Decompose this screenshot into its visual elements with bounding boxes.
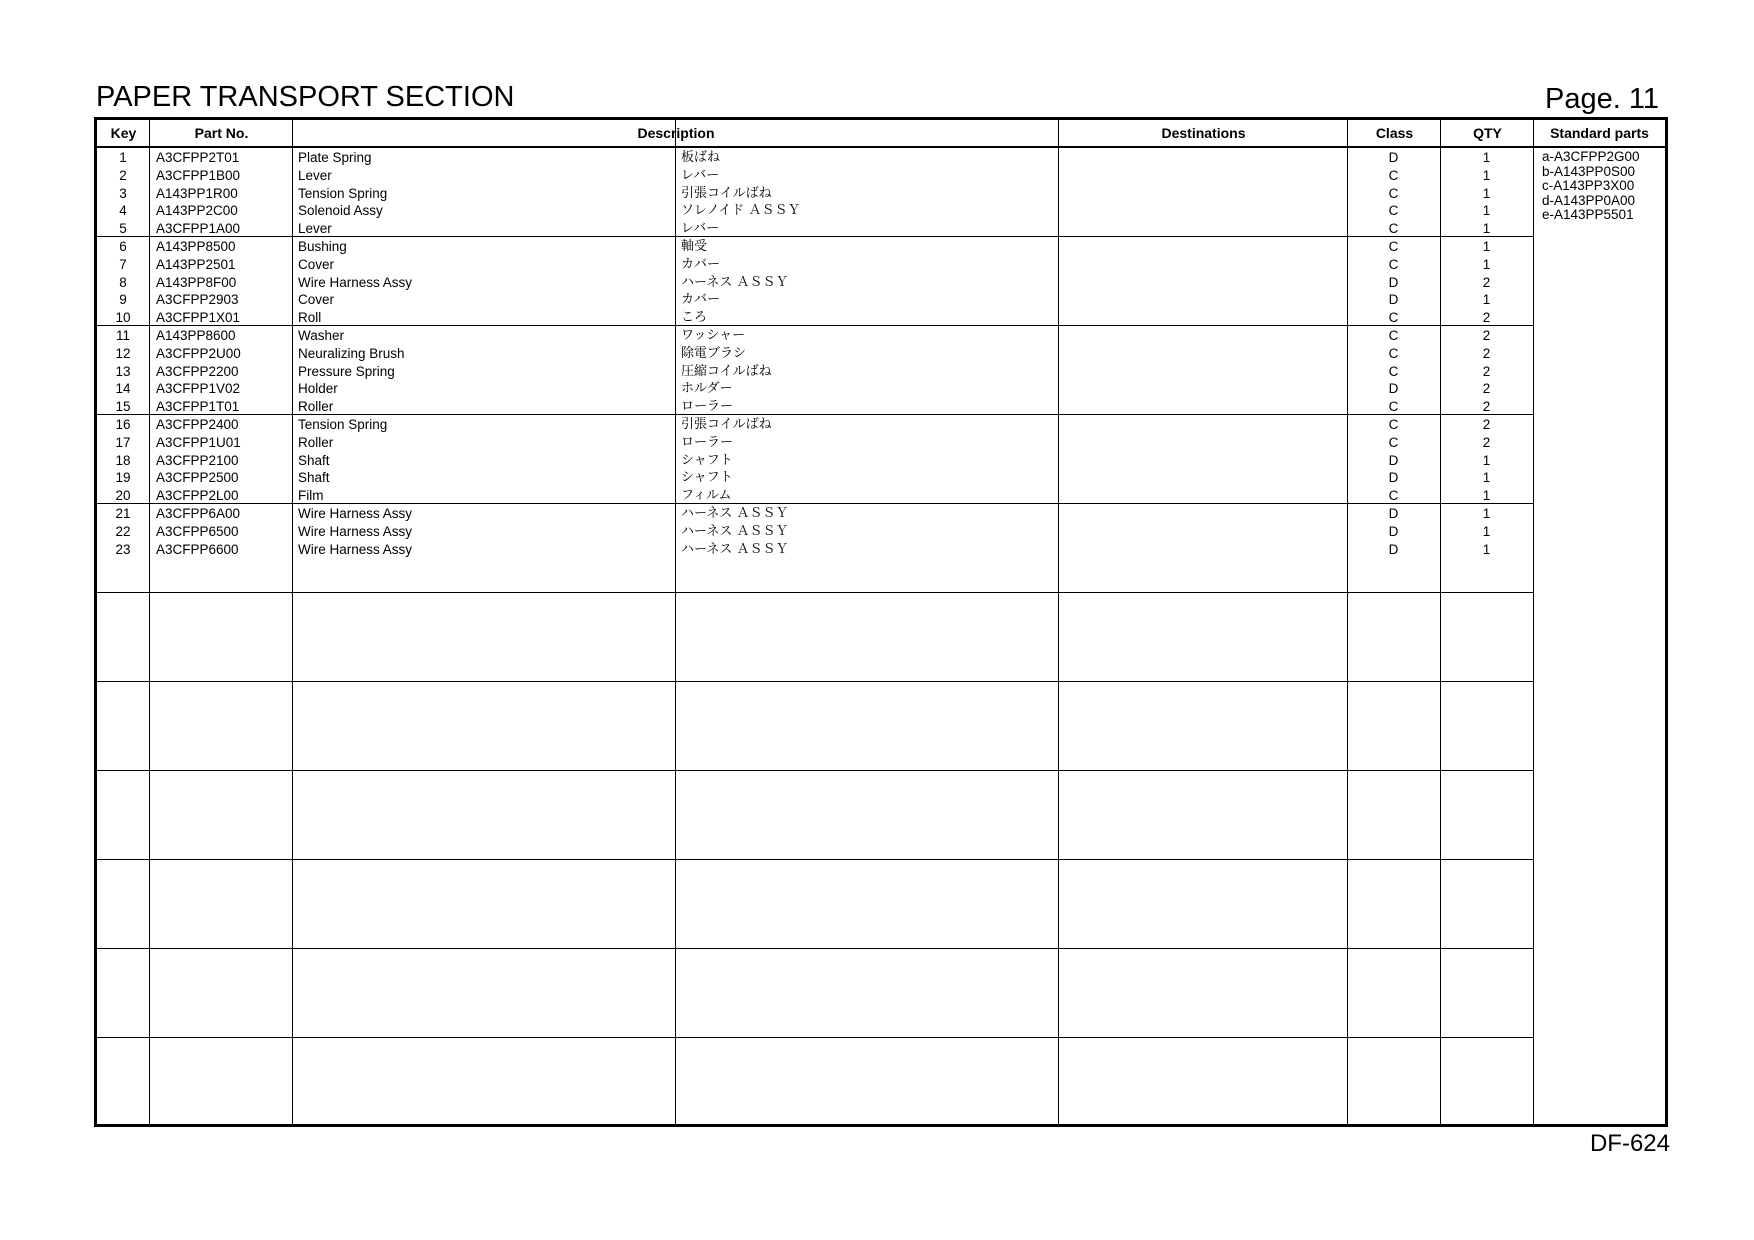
cell-class: C — [1388, 417, 1399, 432]
cell-qty: 1 — [1482, 167, 1491, 183]
col-header-standard-parts: Standard parts — [1550, 125, 1649, 141]
cell-class: C — [1388, 328, 1399, 343]
row-divider — [97, 770, 1533, 771]
cell-class: C — [1388, 363, 1399, 379]
cell-part-no: A143PP2501 — [156, 256, 236, 272]
cell-class: D — [1388, 274, 1399, 290]
standard-part-item: c-A143PP3X00 — [1542, 178, 1635, 193]
cell-description-jp: ローラー — [681, 434, 734, 450]
cell-qty: 1 — [1482, 256, 1491, 272]
col-divider — [1058, 120, 1059, 1124]
cell-class: C — [1388, 203, 1399, 219]
cell-description-jp: シャフト — [681, 470, 733, 486]
cell-description-en: Roller — [298, 399, 334, 415]
page-number: Page. 11 — [1545, 83, 1659, 115]
standard-part-item: a-A3CFPP2G00 — [1542, 149, 1640, 164]
cell-key: 5 — [119, 221, 127, 237]
cell-description-jp: ハーネス ＡＳＳＹ — [681, 523, 789, 539]
col-header-class: Class — [1375, 125, 1414, 141]
cell-key: 1 — [119, 150, 127, 165]
cell-class: D — [1388, 452, 1399, 468]
cell-description-jp: ソレノイド ＡＳＳＹ — [681, 203, 801, 219]
cell-class: C — [1388, 399, 1399, 415]
cell-qty: 1 — [1482, 185, 1491, 201]
cell-key: 15 — [115, 399, 131, 415]
cell-key: 19 — [115, 470, 131, 486]
row-divider — [97, 948, 1533, 949]
cell-qty: 1 — [1482, 221, 1491, 237]
cell-class: D — [1388, 541, 1399, 557]
standard-part-item: e-A143PP5501 — [1542, 207, 1634, 222]
cell-description-jp: カバー — [681, 292, 721, 308]
cell-description-jp: フィルム — [681, 488, 732, 504]
cell-class: D — [1388, 506, 1399, 521]
cell-description-jp: カバー — [681, 256, 721, 272]
cell-description-en: Cover — [298, 292, 335, 308]
cell-part-no: A3CFPP2400 — [156, 417, 239, 432]
row-divider — [97, 1037, 1533, 1038]
col-divider — [149, 120, 150, 1124]
cell-class: D — [1388, 381, 1399, 397]
cell-class: C — [1388, 434, 1399, 450]
cell-part-no: A143PP8600 — [156, 328, 236, 343]
col-header-destinations: Destinations — [1161, 125, 1246, 141]
cell-class: C — [1388, 488, 1399, 504]
cell-description-jp: ハーネス ＡＳＳＹ — [681, 506, 789, 521]
parts-table — [94, 117, 1668, 1127]
cell-key: 13 — [115, 363, 131, 379]
cell-key: 23 — [115, 541, 131, 557]
cell-qty: 1 — [1482, 452, 1491, 468]
cell-description-en: Wire Harness Assy — [298, 523, 413, 539]
cell-qty: 2 — [1482, 310, 1491, 326]
cell-class: D — [1388, 470, 1399, 486]
cell-part-no: A3CFPP2200 — [156, 363, 239, 379]
cell-qty: 2 — [1482, 417, 1491, 432]
cell-class: C — [1388, 239, 1399, 254]
cell-description-jp: 引張コイルばね — [681, 185, 772, 201]
row-divider — [97, 859, 1533, 860]
cell-qty: 2 — [1482, 274, 1491, 290]
cell-qty: 1 — [1482, 523, 1491, 539]
cell-qty: 2 — [1482, 434, 1491, 450]
cell-description-en: Bushing — [298, 239, 347, 254]
cell-description-jp: 除電ブラシ — [681, 345, 747, 361]
cell-key: 22 — [115, 523, 131, 539]
cell-description-en: Washer — [298, 328, 345, 343]
cell-qty: 2 — [1482, 328, 1491, 343]
cell-qty: 2 — [1482, 381, 1491, 397]
cell-part-no: A3CFPP6500 — [156, 523, 239, 539]
cell-description-en: Shaft — [298, 470, 330, 486]
cell-class: D — [1388, 292, 1399, 308]
cell-part-no: A3CFPP2U00 — [156, 345, 241, 361]
cell-part-no: A143PP8F00 — [156, 274, 237, 290]
col-divider — [1533, 120, 1534, 1124]
cell-class: D — [1388, 150, 1399, 165]
cell-description-jp: ローラー — [681, 399, 734, 415]
cell-description-en: Lever — [298, 221, 332, 237]
cell-key: 3 — [119, 185, 127, 201]
cell-part-no: A3CFPP1X01 — [156, 310, 241, 326]
cell-part-no: A143PP1R00 — [156, 185, 238, 201]
cell-description-jp: ホルダー — [681, 381, 733, 397]
cell-qty: 1 — [1482, 292, 1491, 308]
cell-key: 20 — [115, 488, 131, 504]
cell-description-jp: 板ばね — [681, 150, 721, 165]
cell-description-jp: ころ — [681, 310, 708, 326]
cell-description-en: Neuralizing Brush — [298, 345, 405, 361]
cell-key: 6 — [119, 239, 127, 254]
cell-key: 21 — [115, 506, 131, 521]
cell-key: 9 — [119, 292, 127, 308]
cell-class: C — [1388, 185, 1399, 201]
cell-description-en: Roller — [298, 434, 334, 450]
col-divider — [292, 120, 293, 1124]
cell-key: 16 — [115, 417, 131, 432]
col-divider — [675, 120, 676, 1124]
cell-part-no: A3CFPP2L00 — [156, 488, 239, 504]
cell-description-en: Lever — [298, 167, 332, 183]
cell-key: 18 — [115, 452, 131, 468]
cell-qty: 1 — [1482, 506, 1491, 521]
cell-description-jp: 軸受 — [681, 239, 708, 254]
cell-description-en: Roll — [298, 310, 322, 326]
standard-part-item: d-A143PP0A00 — [1542, 192, 1636, 208]
cell-description-en: Shaft — [298, 452, 330, 468]
cell-part-no: A3CFPP1B00 — [156, 167, 241, 183]
cell-qty: 2 — [1482, 363, 1491, 379]
cell-description-jp: シャフト — [681, 452, 733, 468]
cell-qty: 2 — [1482, 399, 1491, 415]
cell-part-no: A3CFPP1V02 — [156, 381, 241, 397]
cell-description-jp: 引張コイルばね — [681, 417, 772, 432]
cell-class: C — [1388, 256, 1399, 272]
cell-part-no: A3CFPP1A00 — [156, 221, 241, 237]
cell-description-en: Wire Harness Assy — [298, 541, 413, 557]
cell-qty: 1 — [1482, 488, 1491, 504]
cell-description-en: Solenoid Assy — [298, 203, 383, 219]
cell-key: 14 — [115, 381, 131, 397]
col-header-description: Description — [637, 125, 715, 141]
cell-description-en: Pressure Spring — [298, 363, 395, 379]
page-title: PAPER TRANSPORT SECTION — [96, 81, 515, 113]
cell-description-jp: ハーネス ＡＳＳＹ — [681, 274, 789, 290]
cell-part-no: A3CFPP1T01 — [156, 399, 240, 415]
cell-qty: 1 — [1482, 203, 1491, 219]
cell-description-en: Tension Spring — [298, 417, 388, 432]
cell-part-no: A3CFPP2903 — [156, 292, 239, 308]
cell-description-en: Wire Harness Assy — [298, 274, 413, 290]
row-divider — [97, 681, 1533, 682]
cell-description-en: Tension Spring — [298, 185, 388, 201]
cell-key: 17 — [115, 434, 131, 450]
table-header — [97, 120, 1665, 148]
cell-qty: 1 — [1482, 239, 1491, 254]
cell-description-en: Cover — [298, 256, 335, 272]
cell-qty: 1 — [1482, 470, 1491, 486]
cell-key: 10 — [115, 310, 131, 326]
cell-description-en: Plate Spring — [298, 150, 372, 165]
cell-qty: 1 — [1482, 150, 1491, 165]
standard-parts-list — [1542, 150, 1640, 223]
cell-description-jp: レバー — [681, 167, 720, 183]
cell-key: 2 — [119, 167, 127, 183]
standard-part-item: b-A143PP0S00 — [1542, 163, 1636, 179]
cell-part-no: A3CFPP1U01 — [156, 434, 241, 450]
cell-qty: 1 — [1482, 541, 1491, 557]
cell-description-jp: ワッシャー — [681, 328, 746, 343]
col-header-part-no: Part No. — [194, 125, 249, 141]
cell-key: 8 — [119, 274, 127, 290]
cell-description-jp: 圧縮コイルばね — [681, 363, 772, 379]
cell-class: C — [1388, 167, 1399, 183]
cell-key: 4 — [119, 203, 127, 219]
cell-key: 7 — [119, 256, 127, 272]
model-code: DF-624 — [1589, 1130, 1670, 1157]
cell-part-no: A3CFPP2T01 — [156, 150, 240, 165]
cell-description-en: Holder — [298, 381, 338, 397]
cell-description-en: Film — [298, 488, 324, 504]
cell-key: 11 — [115, 328, 130, 343]
col-header-key: Key — [110, 125, 137, 141]
cell-class: C — [1388, 345, 1399, 361]
cell-key: 12 — [115, 345, 131, 361]
cell-description-jp: ハーネス ＡＳＳＹ — [681, 541, 789, 557]
row-divider — [97, 592, 1533, 593]
cell-class: D — [1388, 523, 1399, 539]
cell-part-no: A3CFPP6A00 — [156, 506, 241, 521]
cell-part-no: A3CFPP2500 — [156, 470, 239, 486]
cell-description-jp: レバー — [681, 221, 720, 237]
col-header-qty: QTY — [1473, 125, 1502, 141]
cell-qty: 2 — [1482, 345, 1491, 361]
cell-part-no: A143PP2C00 — [156, 203, 238, 219]
cell-description-en: Wire Harness Assy — [298, 506, 413, 521]
cell-class: C — [1388, 221, 1399, 237]
cell-class: C — [1388, 310, 1399, 326]
cell-part-no: A3CFPP2100 — [156, 452, 239, 468]
cell-part-no: A3CFPP6600 — [156, 541, 239, 557]
cell-part-no: A143PP8500 — [156, 239, 236, 254]
